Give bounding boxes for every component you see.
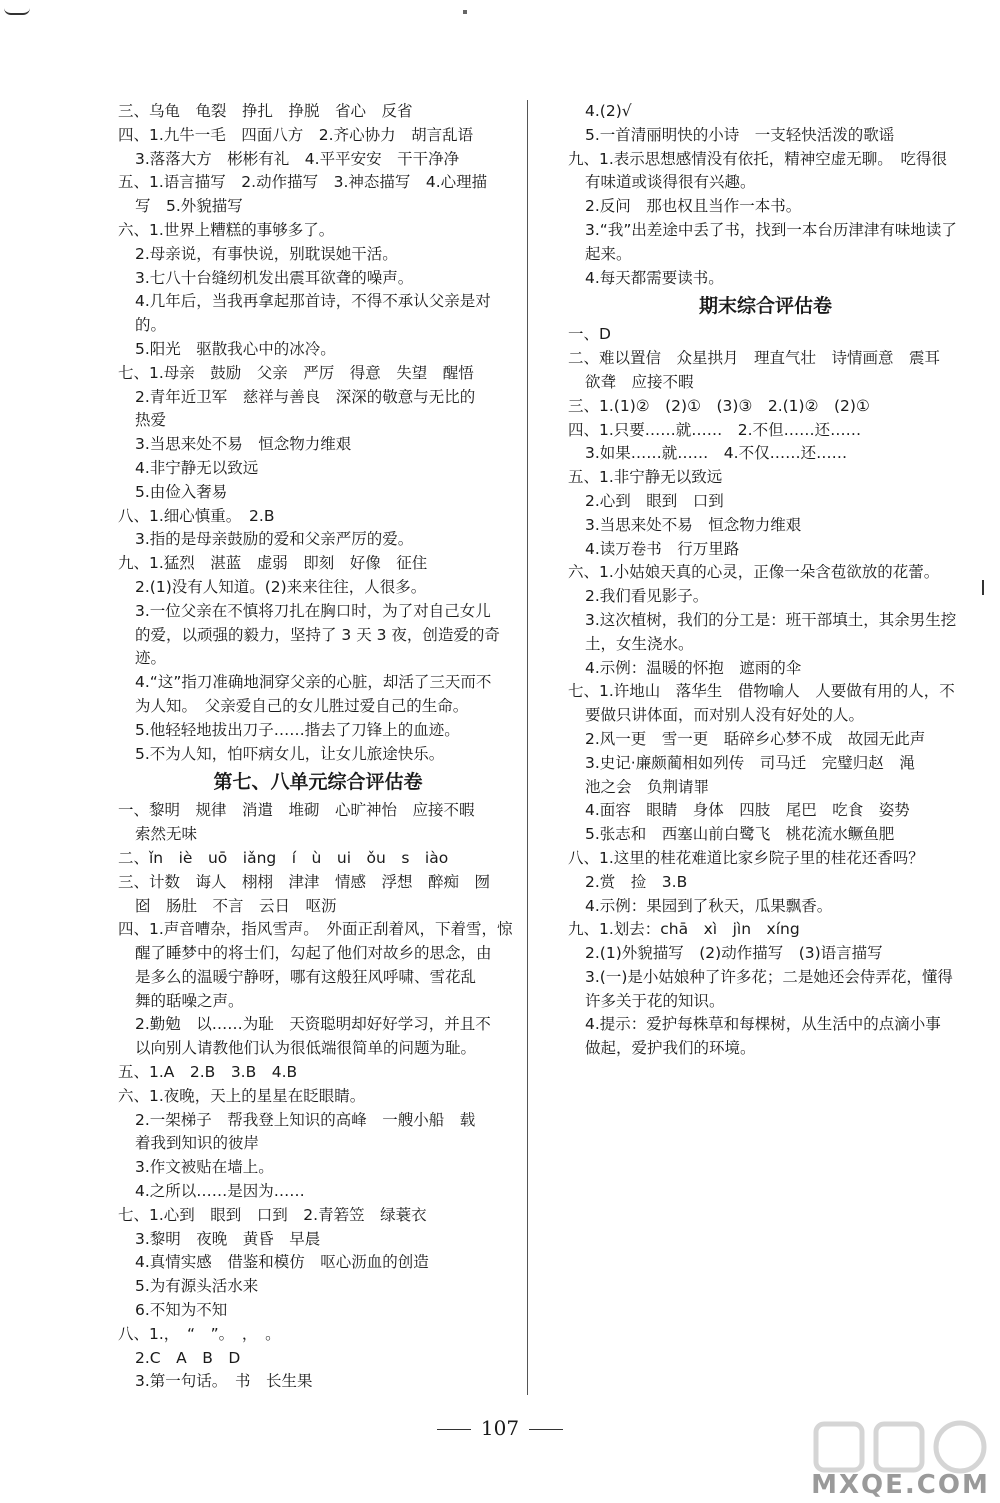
- left-answer-line: 2.勤勉 以……为耻 天资聪明却好好学习，并且不: [135, 1015, 491, 1034]
- left-answer-line: 4.几年后，当我再拿起那首诗，不得不承认父亲是对: [135, 292, 491, 311]
- left-answer-line: 5.由俭入奢易: [135, 482, 228, 501]
- right-answer-line: 起来。: [585, 244, 632, 263]
- left-answer-line: 2.C A B D: [135, 1348, 241, 1367]
- right-answer-line: 三、1.(1)② (2)① (3)③ 2.(1)② (2)①: [568, 396, 870, 415]
- left-answer-line: 八、1.， “ ”。 ， 。: [118, 1324, 281, 1343]
- left-answer-line: 3.七八十台缝纫机发出震耳欲聋的噪声。: [135, 268, 414, 287]
- left-answer-line: 醒了睡梦中的将士们，勾起了他们对故乡的思念，由: [135, 944, 492, 963]
- right-answer-line: 3.(一)是小姑娘种了许多花；二是她还会侍弄花，懂得: [585, 967, 953, 986]
- left-answer-line: 4.之所以……是因为……: [135, 1182, 305, 1201]
- left-answer-line: 3.第一句话。 书 长生果: [135, 1372, 313, 1391]
- right-answer-line: 4.提示：爱护每株草和每棵树，从生活中的点滴小事: [585, 1015, 941, 1034]
- left-answer-line: 五、1.A 2.B 3.B 4.B: [118, 1063, 298, 1082]
- left-answer-line: 3.一位父亲在不慎将刀扎在胸口时，为了对自己女儿: [135, 601, 491, 620]
- right-answer-line: 2.反问 那也权且当作一本书。: [585, 197, 802, 216]
- left-answer-line: 六、1.世界上糟糕的事够多了。: [118, 220, 335, 239]
- right-answer-line: 九、1.表示思想感情没有依托，精神空虚无聊。 吃得很: [568, 149, 948, 168]
- corner-scan-mark: [4, 8, 30, 15]
- right-answer-line: 3.“我”出差途中丢了书，找到一本台历津津有味地读了: [585, 220, 957, 239]
- scan-dot-mark: [463, 10, 467, 14]
- left-answer-line: 迹。: [135, 649, 167, 668]
- left-answer-line: 4.“这”指刀准确地洞穿父亲的心脏，却活了三天而不: [135, 673, 492, 692]
- right-answer-line: 五、1.非宁静无以致远: [568, 468, 723, 487]
- right-answer-line: 2.我们看见影子。: [585, 587, 709, 606]
- right-answer-line: 六、1.小姑娘天真的心灵，正像一朵含苞欲放的花蕾。: [568, 563, 940, 582]
- left-answer-line: 3.落落大方 彬彬有礼 4.平平安安 干干净净: [135, 149, 460, 168]
- left-answer-line: 一、黎明 规律 消遣 堆砌 心旷神怡 应接不暇: [118, 801, 475, 820]
- left-answer-line: 5.阳光 驱散我心中的冰冷。: [135, 339, 336, 358]
- right-answer-line: 一、D: [568, 325, 611, 344]
- left-answer-line: 5.为有源头活水来: [135, 1277, 259, 1296]
- right-section-title: 期末综合评估卷: [698, 295, 832, 318]
- left-answer-line: 着我到知识的彼岸: [135, 1134, 260, 1153]
- left-answer-line: 4.真情实感 借鉴和模仿 呕心沥血的创造: [135, 1253, 429, 1272]
- left-answer-line: 六、1.夜晚，天上的星星在眨眼睛。: [118, 1086, 366, 1105]
- right-answer-line: 要做只讲体面，而对别人没有好处的人。: [585, 706, 865, 725]
- left-answer-line: 二、ǐn iè uō iǎng í ù ui ǒu s iào: [118, 848, 449, 867]
- left-answer-line: 的。: [135, 316, 167, 335]
- left-answer-line: 5.他轻轻地拔出刀子……揩去了刀锋上的血迹。: [135, 720, 460, 739]
- page-number-dash-right: [529, 1429, 563, 1430]
- right-answer-line: 2.赏 捡 3.B: [585, 872, 688, 891]
- left-answer-line: 七、1.母亲 鼓励 父亲 严厉 得意 失望 醒悟: [118, 363, 474, 382]
- left-answer-line: 2.母亲说，有事快说，别耽误她干活。: [135, 244, 398, 263]
- left-answer-line: 索然无味: [135, 825, 198, 844]
- left-answer-line: 3.当思来处不易 恒念物力维艰: [135, 435, 352, 454]
- left-answer-line: 舞的聒噪之声。: [135, 991, 244, 1010]
- right-answer-line: 池之会 负荆请罪: [585, 777, 710, 796]
- left-answer-line: 是多么的温暖宁静呀，哪有这般狂风呼啸、雪花乱: [135, 967, 477, 986]
- left-answer-line: 为人知。 父亲爱自己的女儿胜过爱自己的生命。: [135, 696, 469, 715]
- page-number-dash-left: [437, 1429, 471, 1430]
- left-answer-line: 6.不知为不知: [135, 1301, 228, 1320]
- right-answer-line: 3.史记·廉颇蔺相如列传 司马迁 完璧归赵 渑: [585, 753, 915, 772]
- left-answer-line: 七、1.心到 眼到 口到 2.青箬笠 绿蓑衣: [118, 1205, 427, 1224]
- left-answer-line: 2.(1)没有人知道。(2)来来往往，人很多。: [135, 577, 427, 596]
- left-answer-line: 五、1.语言描写 2.动作描写 3.神态描写 4.心理描: [118, 173, 488, 192]
- column-divider: [527, 100, 528, 1395]
- right-answer-line: 2.心到 眼到 口到: [585, 491, 724, 510]
- left-answer-line: 3.黎明 夜晚 黄昏 早晨: [135, 1229, 321, 1248]
- left-answer-line: 3.指的是母亲鼓励的爱和父亲严厉的爱。: [135, 530, 414, 549]
- right-answer-line: 2.(1)外貌描写 (2)动作描写 (3)语言描写: [585, 944, 883, 963]
- right-answer-line: 4.面容 眼睛 身体 四肢 尾巴 吃食 姿势: [585, 801, 910, 820]
- right-answer-line: 2.风一更 雪一更 聒碎乡心梦不成 故园无此声: [585, 729, 926, 748]
- right-answer-line: 四、1.只要……就…… 2.不但……还……: [568, 420, 862, 439]
- left-answer-line: 写 5.外貌描写: [135, 197, 243, 216]
- left-answer-column: [118, 100, 518, 1394]
- left-answer-line: 囵 肠肚 不言 云日 呕沥: [135, 896, 337, 915]
- left-answer-line: 以向别人请教他们认为很低端很简单的问题为耻。: [135, 1039, 477, 1058]
- margin-tick-mark: [982, 580, 984, 595]
- right-answer-line: 二、难以置信 众星拱月 理直气壮 诗情画意 震耳: [568, 349, 941, 368]
- left-answer-line: 2.一架梯子 帮我登上知识的高峰 一艘小船 载: [135, 1110, 476, 1129]
- right-answer-line: 4.每天都需要读书。: [585, 268, 724, 287]
- left-answer-line: 四、1.九牛一毛 四面八方 2.齐心协力 胡言乱语: [118, 125, 474, 144]
- right-answer-line: 5.一首清丽明快的小诗 一支轻快活泼的歌谣: [585, 125, 895, 144]
- page-number-text: 107: [480, 1416, 520, 1440]
- left-answer-line: 3.作文被贴在墙上。: [135, 1158, 274, 1177]
- right-answer-line: 4.示例：温暖的怀抱 遮雨的伞: [585, 658, 802, 677]
- left-answer-line: 四、1.声音嘈杂，指风雪声。 外面正刮着风，下着雪，惊: [118, 920, 513, 939]
- left-section-title: 第七、八单元综合评估卷: [213, 771, 423, 794]
- right-answer-line: 5.张志和 西塞山前白鹭飞 桃花流水鳜鱼肥: [585, 825, 895, 844]
- left-answer-line: 5.不为人知，怕吓病女儿，让女儿旅途快乐。: [135, 744, 445, 763]
- right-answer-line: 3.如果……就…… 4.不仅……还……: [585, 444, 848, 463]
- left-answer-line: 4.非宁静无以致远: [135, 458, 259, 477]
- right-answer-line: 有味道或谈得很有兴趣。: [585, 173, 756, 192]
- left-answer-line: 九、1.猛烈 湛蓝 虚弱 即刻 好像 征住: [118, 554, 428, 573]
- left-answer-line: 的爱，以顽强的毅力，坚持了 3 天 3 夜，创造爱的奇: [135, 625, 500, 644]
- right-answer-line: 4.示例：果园到了秋天，瓜果飘香。: [585, 896, 833, 915]
- left-answer-line: 2.青年近卫军 慈祥与善良 深深的敬意与无比的: [135, 387, 476, 406]
- left-answer-line: 三、计数 诲人 栩栩 津津 情感 浮想 醉痴 囫: [118, 872, 491, 891]
- right-answer-line: 九、1.划去：chā xì jìn xíng: [568, 920, 800, 939]
- right-answer-line: 七、1.许地山 落华生 借物喻人 人要做有用的人，不: [568, 682, 955, 701]
- watermark-text: MXQE.COM: [811, 1470, 990, 1500]
- right-answer-line: 土，女生浇水。: [585, 634, 694, 653]
- left-answer-line: 热爱: [135, 411, 167, 430]
- right-answer-line: 八、1.这里的桂花难道比家乡院子里的桂花还香吗？: [568, 848, 924, 867]
- right-answer-line: 4.读万卷书 行万里路: [585, 539, 740, 558]
- right-answer-line: 做起，爱护我们的环境。: [585, 1039, 756, 1058]
- left-answer-line: 八、1.细心慎重。 2.B: [118, 506, 275, 525]
- right-answer-line: 许多关于花的知识。: [585, 991, 725, 1010]
- right-answer-line: 3.当思来处不易 恒念物力维艰: [585, 515, 802, 534]
- right-answer-line: 4.(2)√: [585, 102, 632, 120]
- right-answer-column: [568, 100, 963, 1061]
- right-answer-line: 3.这次植树，我们的分工是：班干部填土，其余男生挖: [585, 610, 957, 629]
- left-answer-line: 三、乌龟 龟裂 挣扎 挣脱 省心 反省: [118, 102, 413, 120]
- right-answer-line: 欲聋 应接不暇: [585, 372, 694, 391]
